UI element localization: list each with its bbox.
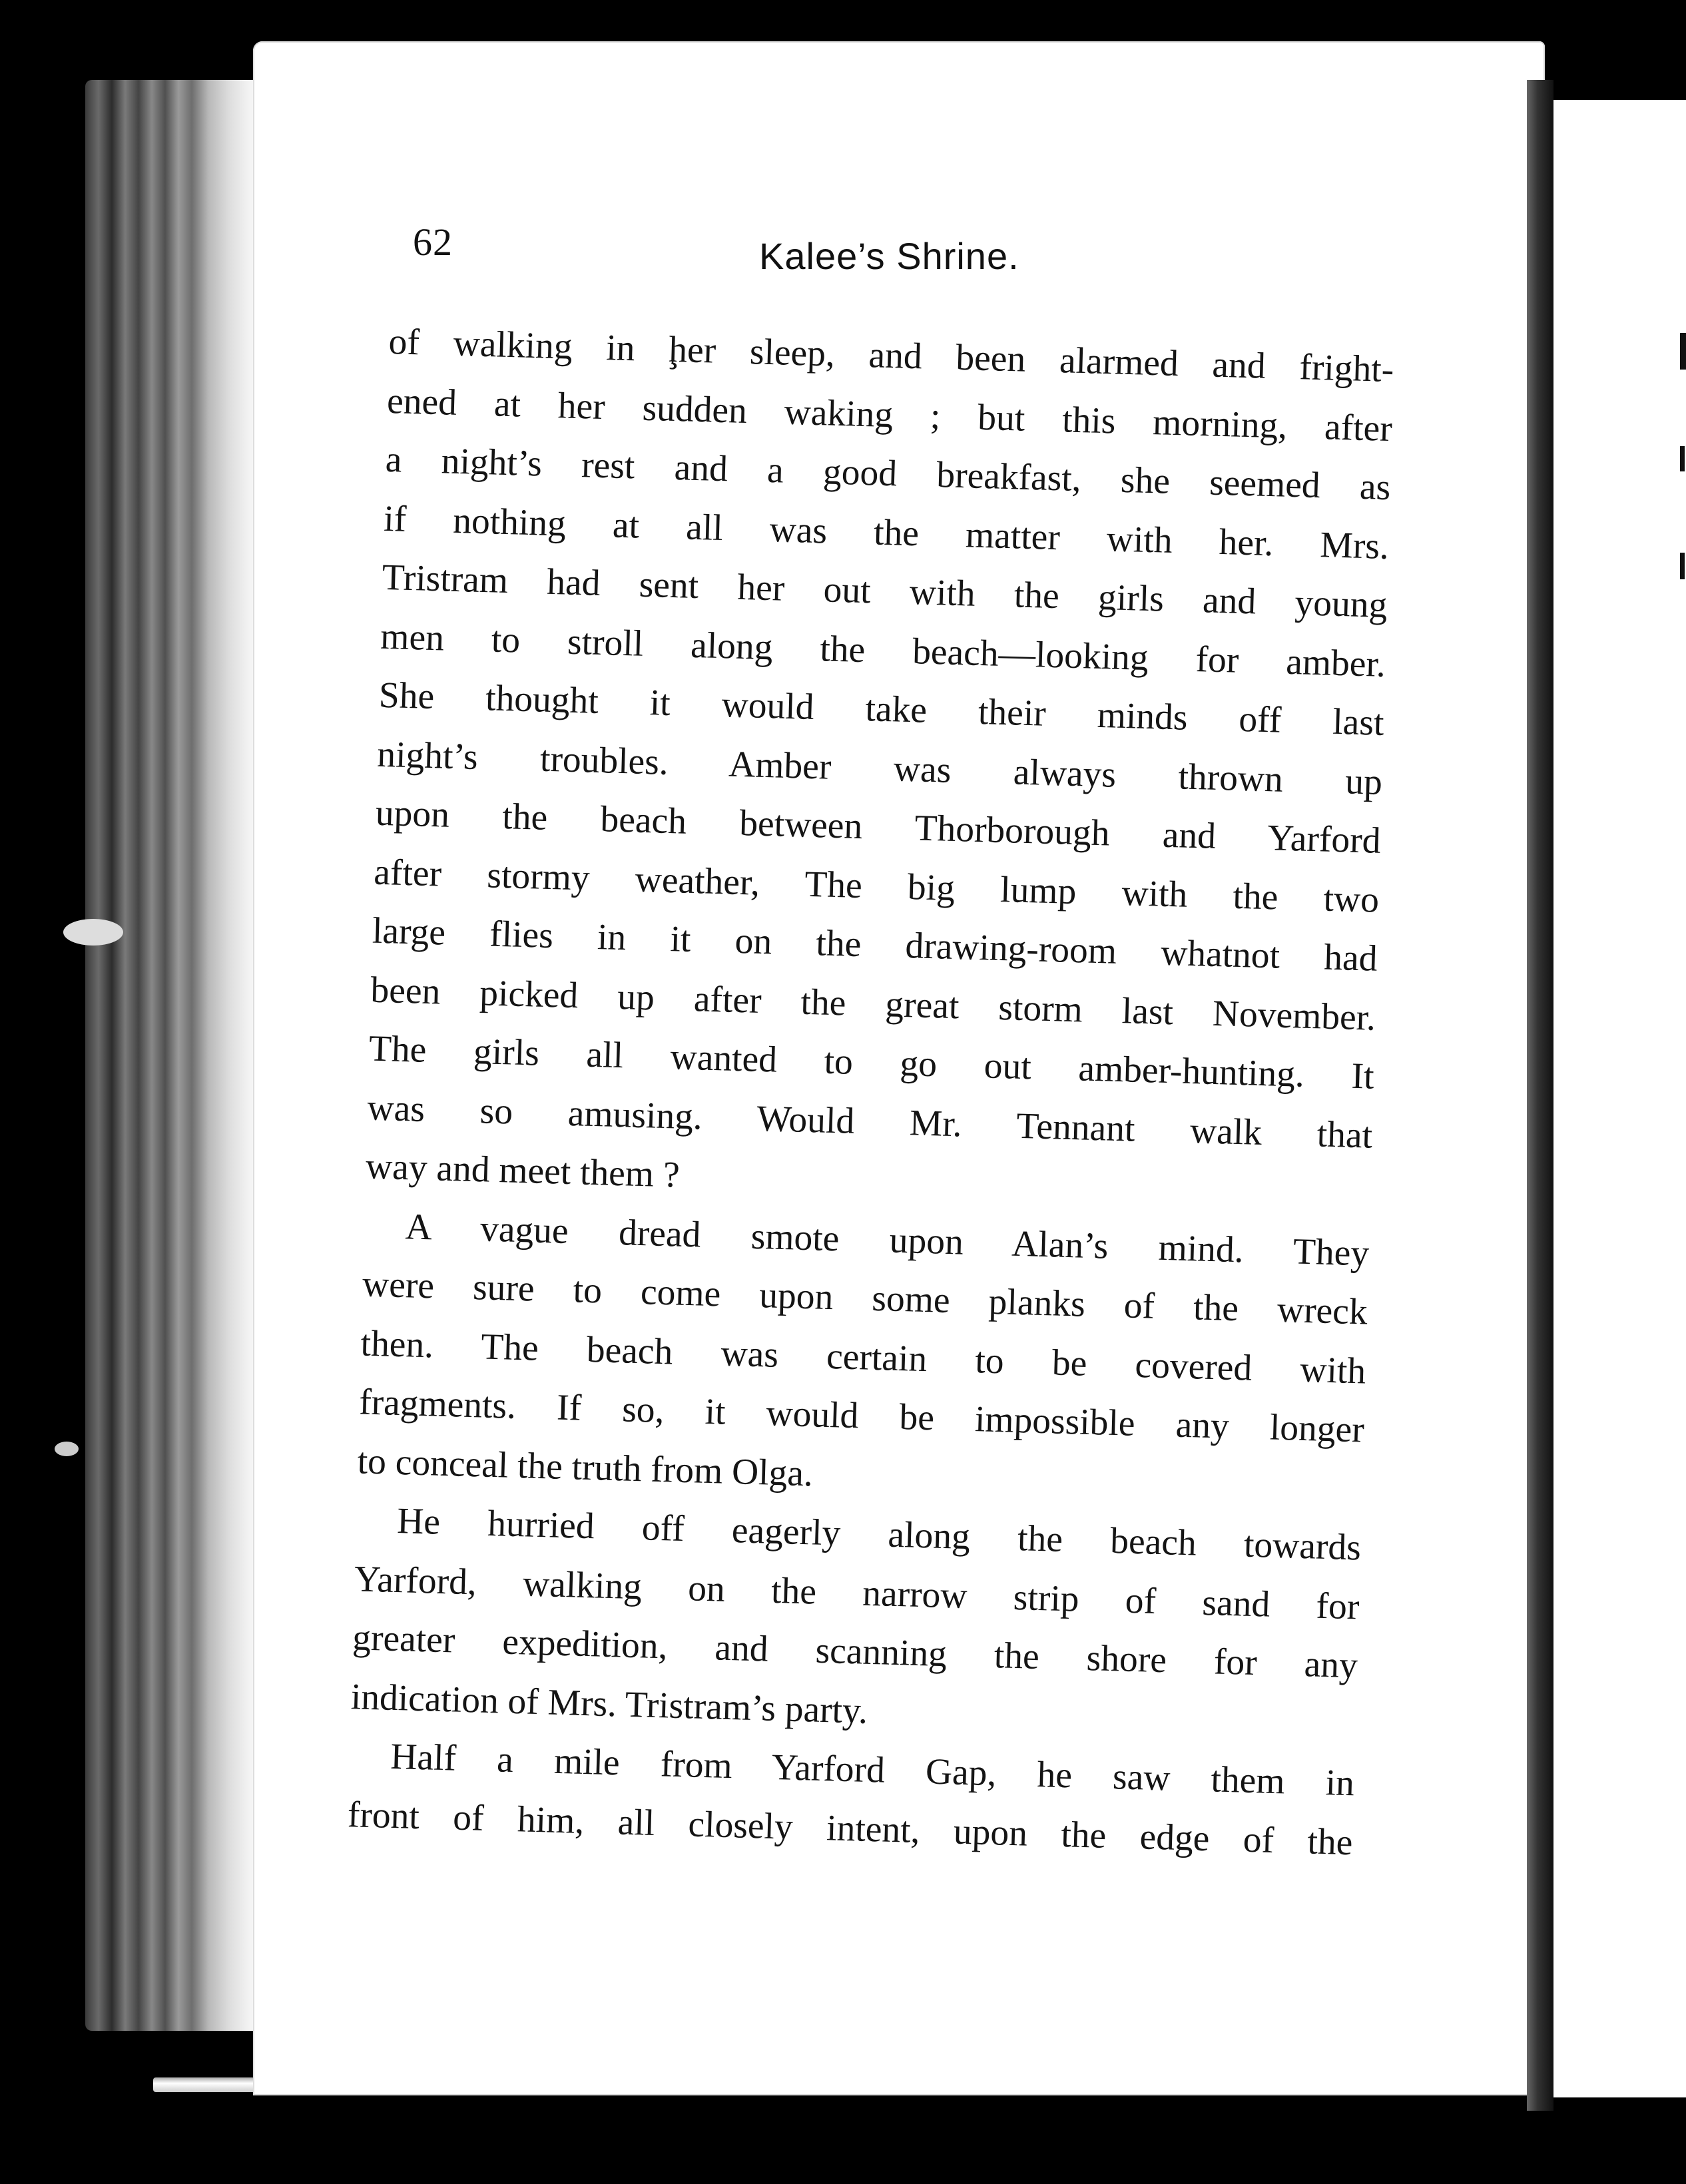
- text-line: night’s troubles. Amber was always thrown up: [376, 734, 1383, 803]
- page-body-text: [347, 313, 1395, 1872]
- text-line: A vague dread smote upon Alan’s mind. They: [404, 1206, 1370, 1274]
- text-line: men to stroll along the beach—looking for amber.: [380, 616, 1386, 685]
- text-line: Tristram had sent her out with the girls and young: [382, 557, 1388, 626]
- page-edges: [85, 80, 265, 2031]
- text-line: indication of Mrs. Tristram’s party.: [350, 1676, 868, 1732]
- page-number: 62: [413, 220, 453, 264]
- scan-artifact: [63, 919, 123, 946]
- paragraph: [357, 1197, 1370, 1519]
- text-line: after stormy weather, The big lump with the two: [373, 852, 1380, 921]
- text-line: to conceal the truth from Olga.: [356, 1440, 814, 1494]
- text-line: ened at her sudden waking ; but this morning, after: [386, 380, 1393, 449]
- text-line: Yarford, walking on the narrow strip of sand for: [354, 1558, 1360, 1627]
- book-gutter: [1527, 80, 1553, 2111]
- text-line: a night’s rest and a good breakfast, she seemed as: [384, 439, 1392, 509]
- text-line: greater expedition, and scanning the shore for any: [352, 1617, 1358, 1687]
- scan-artifact: [55, 1442, 79, 1456]
- text-line: fragments. If so, it would be impossible any longer: [358, 1382, 1365, 1451]
- text-line: She thought it would take their minds off last: [378, 675, 1385, 744]
- text-line: front of him, all closely intent, upon the edge of the: [347, 1794, 1354, 1863]
- text-line: then. The beach was certain to be covered with: [360, 1322, 1367, 1392]
- text-line: The girls all wanted to go out amber-hunting. It: [368, 1028, 1375, 1097]
- text-line: if nothing at all was the matter with her. Mrs.: [383, 498, 1390, 567]
- text-line: been picked up after the great storm last November.: [370, 969, 1376, 1039]
- page-header: [413, 220, 1452, 293]
- text-line: of walking in ḩer sleep, and been alarmed and fright-: [388, 321, 1395, 391]
- running-title: Kalee’s Shrine.: [759, 235, 1019, 277]
- text-line: He hurried off eagerly along the beach towards: [396, 1501, 1362, 1569]
- text-line: way and meet them ?: [365, 1146, 681, 1196]
- text-line: upon the beach between Thorborough and Yarford: [375, 792, 1382, 862]
- text-line: was so amusing. Would Mr. Tennant walk that: [366, 1087, 1373, 1157]
- text-line: Half a mile from Yarford Gap, he saw them in: [390, 1736, 1355, 1804]
- paragraph: [365, 313, 1394, 1225]
- paragraph: [350, 1491, 1362, 1755]
- facing-page-fragment: [1553, 100, 1686, 2097]
- text-line: large flies in it on the drawing-room whatnot had: [372, 910, 1378, 979]
- text-line: were sure to come upon some planks of the wreck: [362, 1264, 1368, 1333]
